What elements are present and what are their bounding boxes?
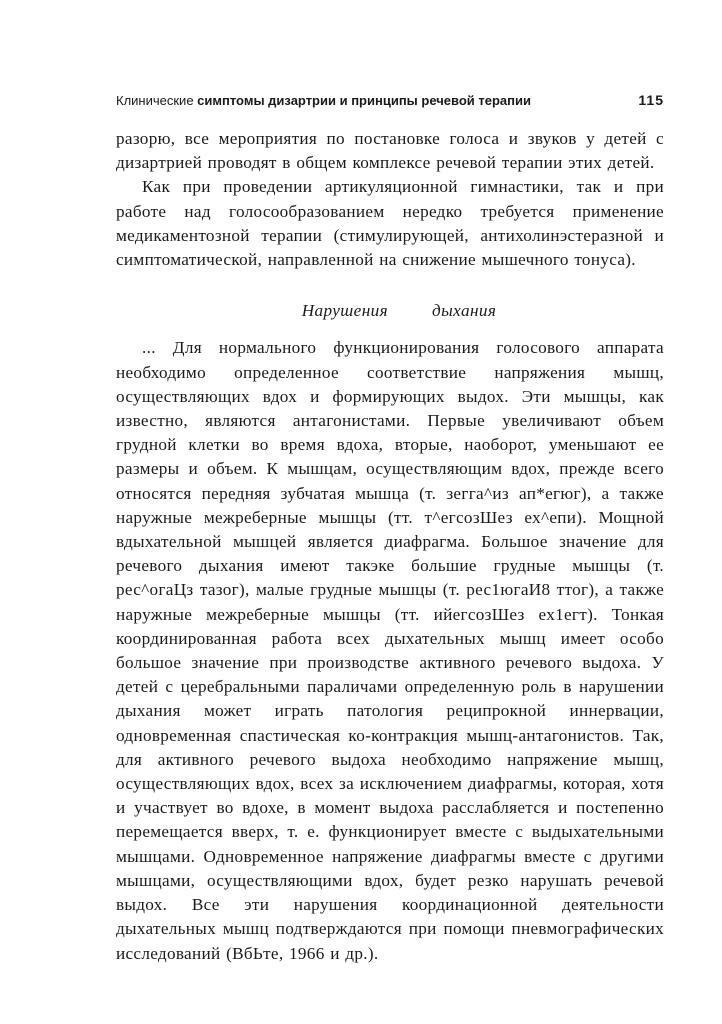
- section-heading-word-2: дыхания: [432, 301, 497, 321]
- body-text: [116, 127, 664, 966]
- section-heading-word-1: Нарушения: [301, 301, 389, 321]
- page-number: 115: [638, 92, 664, 108]
- running-header: [116, 92, 664, 114]
- running-header-title: [116, 93, 531, 108]
- paragraph-continuation: разорю, все мероприятия по постановке голоса и звуков у детей с дизартрией проводят в общем комплексе речевой терапии этих детей.: [116, 129, 664, 173]
- paragraph-medication: Как при проведении артикуляционной гимнастики, так и при работе над голосообразованием нередко требуется применение медикаментозной терапии (стимулирующей, антихолинэстеразной и симптоматической, направленной на снижение мышечного тонуса).: [116, 177, 664, 270]
- paragraph-breathing: ... Для нормального функционирования голосового аппарата необходимо определенное соответствие напряжения мышц, осуществляющих вдох и формирующих выдох. Эти мышцы, как известно, являются антагонистами. Первые увеличивают объем грудной клетки во время вдоха, вторые, наоборот, уменьшают ее размеры и объем. К мышцам, осуществляющим вдох, прежде всего относятся передняя зубчатая мышца (т. зегга^из ап*егюг), а также наружные межреберные мышцы (тт. т^егсозШез ех^епи). Мощной вдыхательной мышцей является диафрагма. Большое значение для речевого дыхания имеют такэке большие грудные мышцы (т. рес^огаЦз тазог), малые грудные мышцы (т. рес1югаИ8 ттог), а также наружные межреберные мышцы (тт. ийегсозШез ех1егт). Тонкая координированная работа всех дыхательных мышц имеет особо большое значение при производстве активного речевого выдоха. У детей с церебральными параличами определенную роль в нарушении дыхания может играть патология реципрокной иннервации, одновременная спастическая ко-контракция мышц-антагонистов. Так, для активного речевого выдоха необходимо напряжение мышц, осуществляющих вдох, всех за исключением диафрагмы, которая, хотя и участвует во вдохе, в момент выдоха расслабляется и постепенно перемещается вверх, т. е. функционирует вместе с выдыхательными мышцами. Одновременное напряжение диафрагмы вместе с другими мышцами, осуществляющими вдох, будет резко нарушать речевой выдох. Все эти нарушения координационной деятельности дыхательных мышц подтверждаются при помощи пневмографических исследований (ВбЬте, 1966 и др.).: [116, 338, 664, 963]
- header-title-bold: симптомы дизартрии и принципы речевой терапии: [197, 93, 531, 108]
- header-title-plain: Клинические: [116, 93, 194, 108]
- section-heading: [116, 299, 664, 323]
